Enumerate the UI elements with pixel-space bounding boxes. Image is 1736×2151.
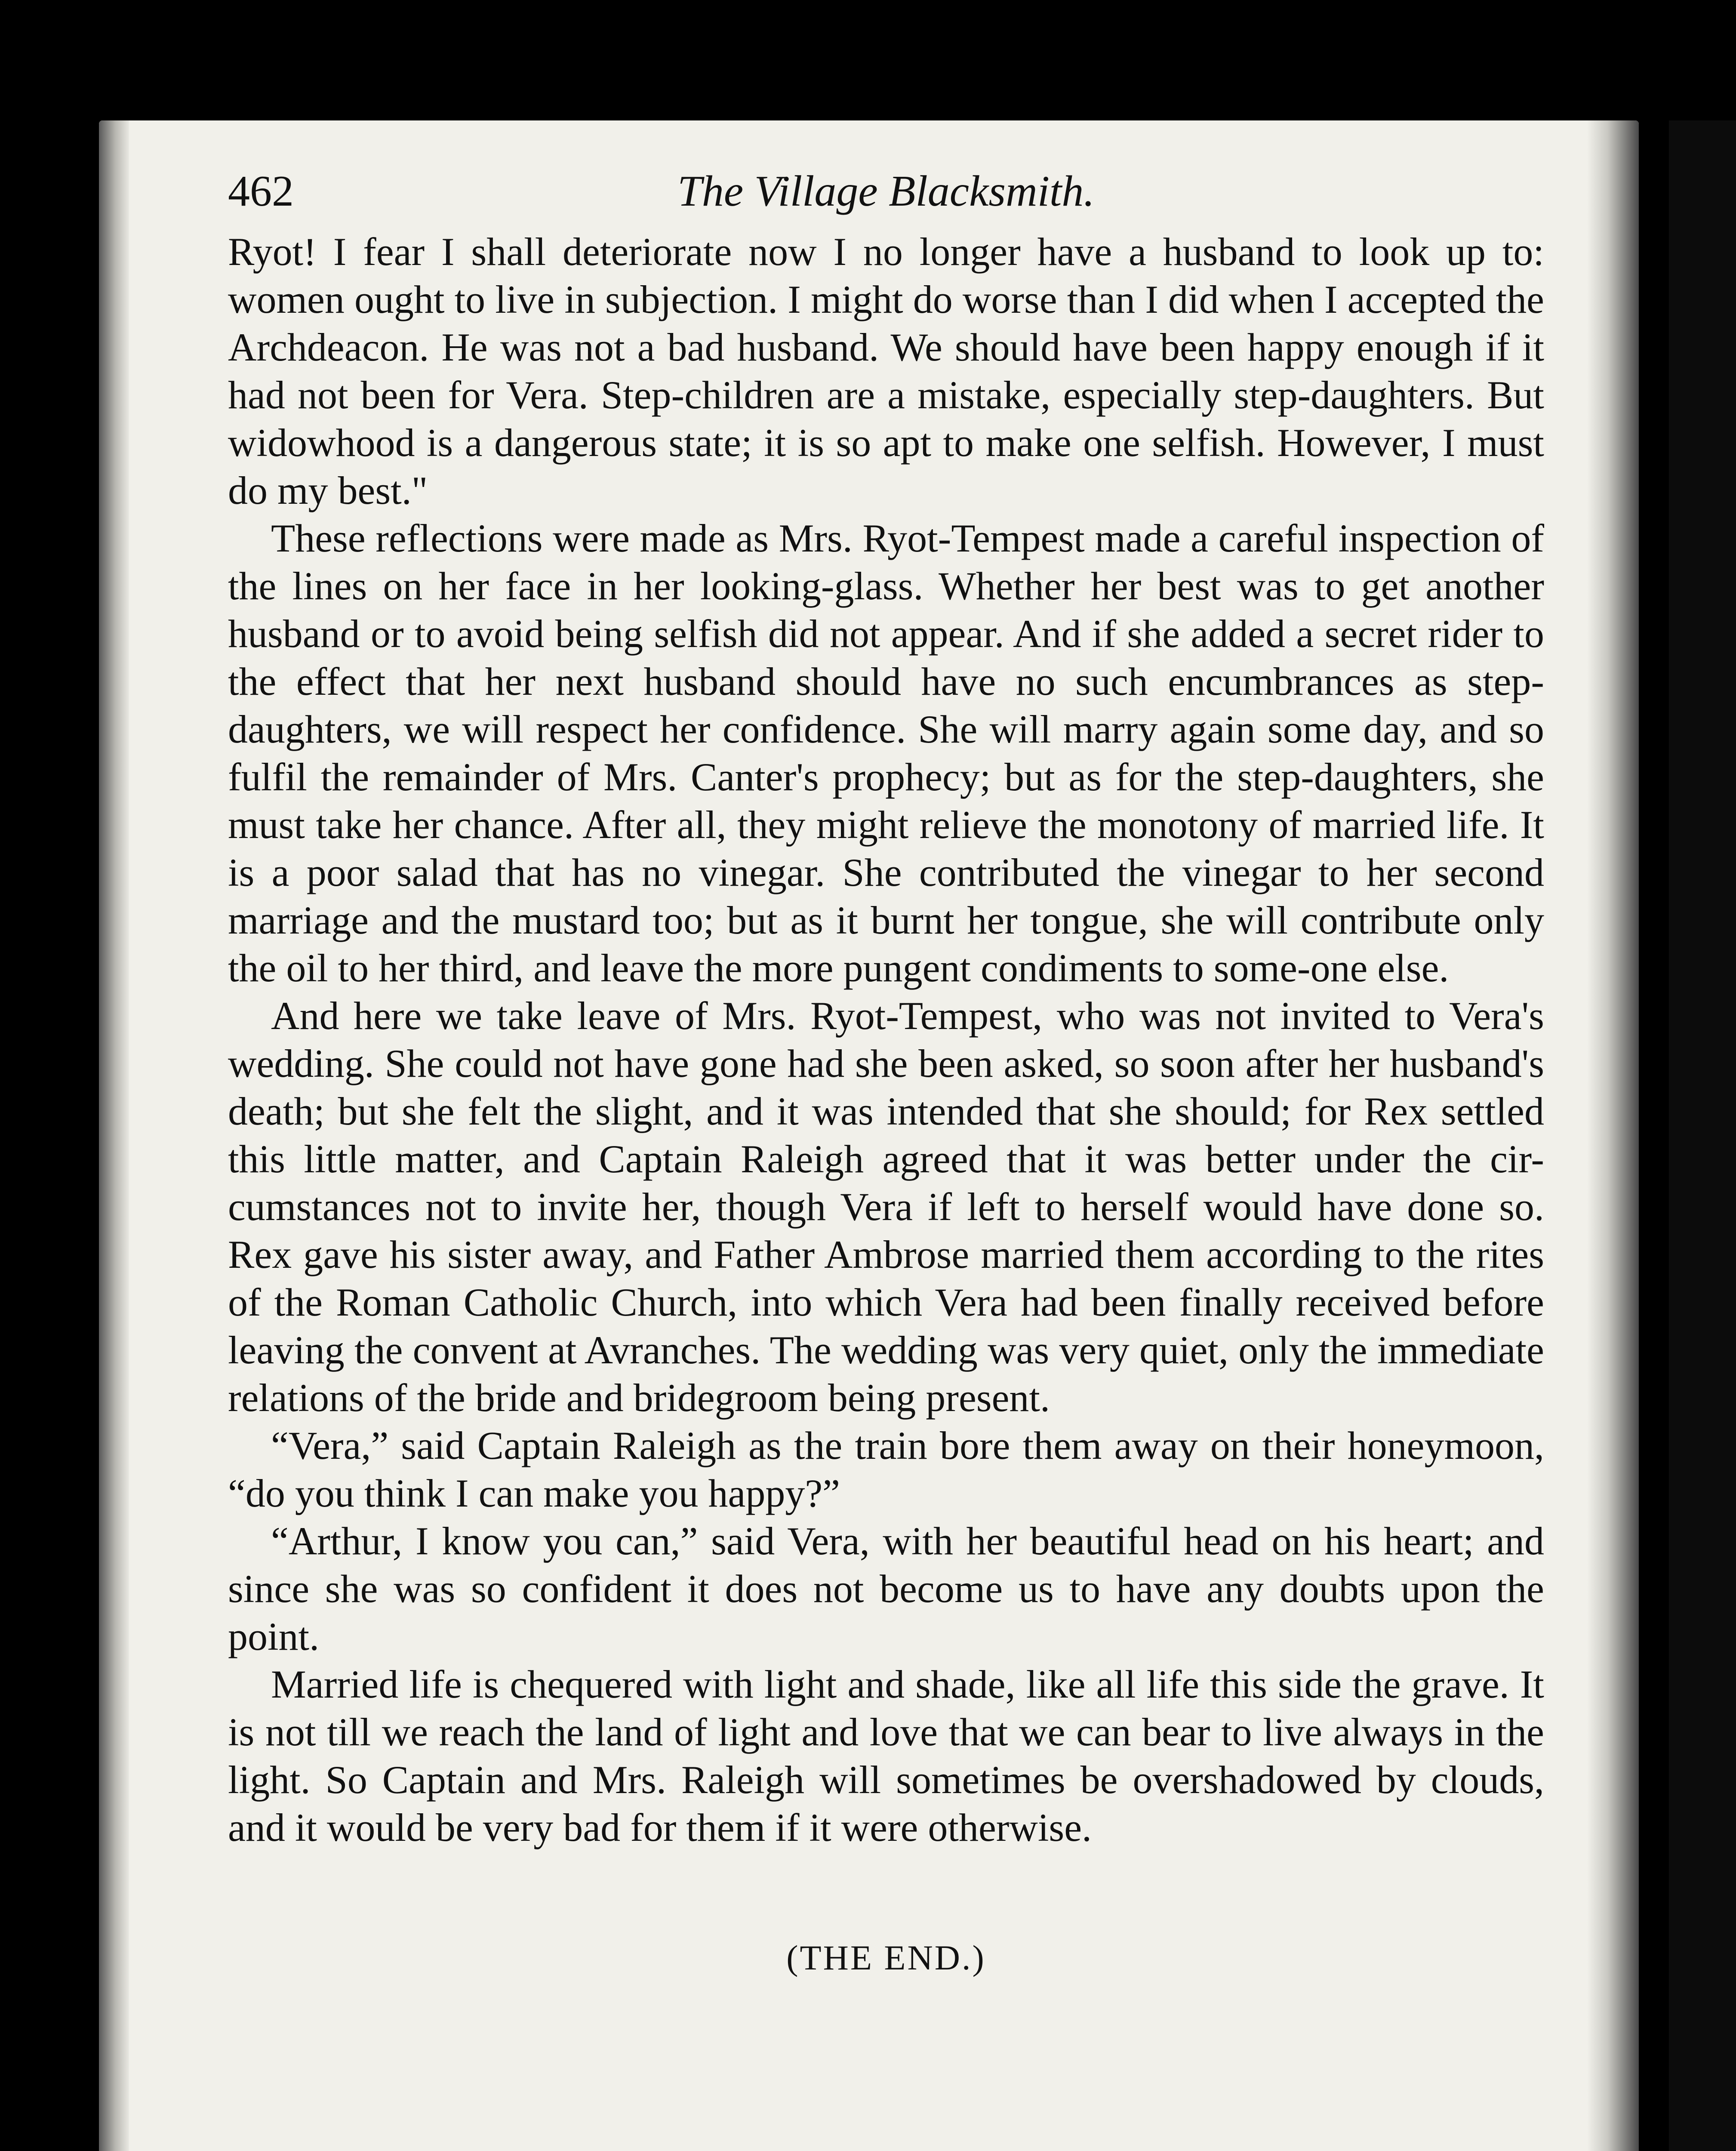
the-end-marker: (THE END.) [786, 1938, 986, 1977]
page-number: 462 [228, 167, 294, 216]
paragraph-3: And here we take leave of Mrs. Ryot-Tempest, who was not invited to Vera's wedding. She could not have gone had she been asked, so soon after her husband's death; but she felt the slight, and it was intended that she should; for Rex settled this little matter, and Captain Raleigh agreed that it was better under the cir-cumstances not to invite her, though Vera if left to herself would have done so. Rex gave his sister away, and Father Ambrose married them according to the rites of the Roman Catholic Church, into which Vera had been finally received before leaving the convent at Avranches. The wedding was very quiet, only the immediate relations of the bride and bridegroom being present. [228, 994, 1544, 1420]
paragraph-1: Ryot! I fear I shall deteriorate now I no longer have a husband to look up to: women ought to live in subjection. I might do worse than I did when I accepted the Archdeacon. He was not a bad husband. We should have been happy enough if it had not been for Vera. Step-children are a mistake, especially step-daughters. But widowhood is a dangerous state; it is so apt to make one selfish. However, I must do my best." [228, 230, 1544, 512]
paragraph-6: Married life is chequered with light and shade, like all life this side the grave. It is not till we reach the land of light and love that we can bear to live always in the light. So Captain and Mrs. Raleigh will sometimes be overshadowed by clouds, and it would be very bad for them if it were otherwise. [228, 1662, 1544, 1849]
paragraph-5: “Arthur, I know you can,” said Vera, with her beautiful head on his heart; and since she was so confident it does not become us to have any doubts upon the point. [228, 1519, 1544, 1658]
running-title: The Village Blacksmith. [677, 167, 1095, 216]
facing-page-edge [1669, 120, 1736, 2151]
running-head [228, 155, 1544, 228]
page-text-block [228, 155, 1544, 1978]
paragraph-2: These reflections were made as Mrs. Ryot-Tempest made a careful inspection of the lines on her face in her looking-glass. Whether her best was to get another husband or to avoid being selfish did not appear. And if she added a secret rider to the effect that her next husband should have no such encumbrances as step-daughters, we will respect her confidence. She will marry again some day, and so fulfil the remainder of Mrs. Canter's prophecy; but as for the step-daughters, she must take her chance. After all, they might relieve the monotony of married life. It is a poor salad that has no vinegar. She contributed the vinegar to her second marriage and the mustard too; but as it burnt her tongue, she will contribute only the oil to her third, and leave the more pungent condiments to some-one else. [228, 516, 1544, 990]
page-gutter-shadow [99, 120, 129, 2151]
paragraph-4: “Vera,” said Captain Raleigh as the train bore them away on their honeymoon, “do you think I can make you happy?” [228, 1424, 1544, 1515]
page-edge-shadow [1587, 120, 1639, 2151]
